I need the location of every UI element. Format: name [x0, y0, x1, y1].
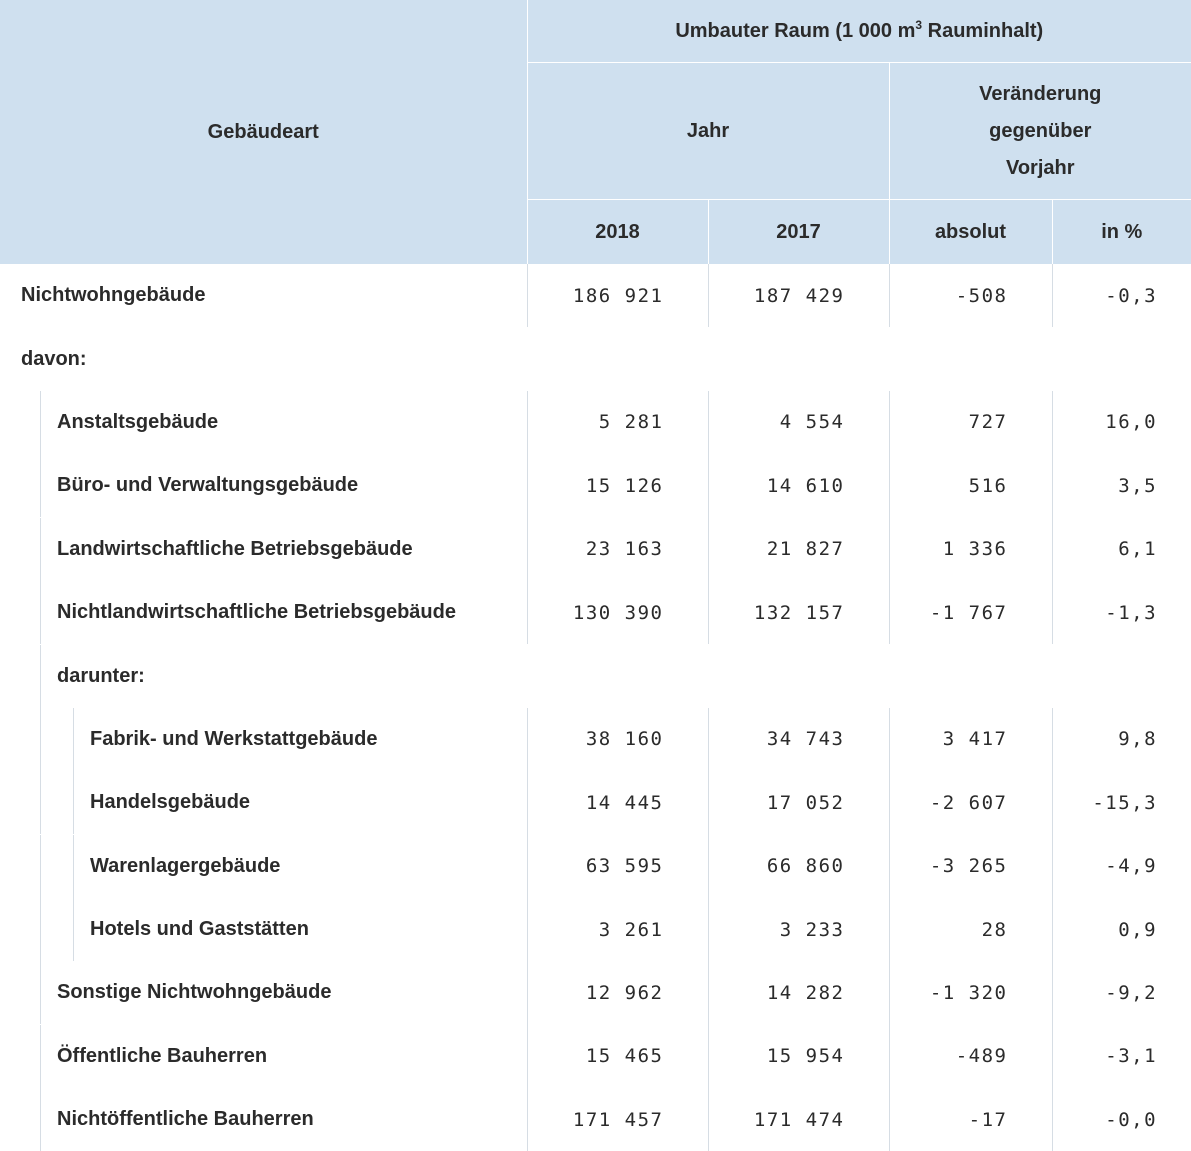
cell-absolut: -508 — [889, 264, 1052, 327]
row-label-cell — [0, 1025, 527, 1088]
empty-cells — [527, 644, 1191, 707]
header-2018: 2018 — [527, 200, 708, 265]
cell-percent: 3,5 — [1052, 454, 1191, 517]
cell-2017: 3 233 — [708, 898, 889, 961]
cell-2017: 14 610 — [708, 454, 889, 517]
row-label: davon: — [21, 347, 87, 370]
row-label: Sonstige Nichtwohngebäude — [57, 981, 332, 1004]
cell-absolut: 727 — [889, 391, 1052, 454]
header-umbauter-raum: Umbauter Raum (1 000 $m^3$ Rauminhalt) — [527, 0, 1191, 63]
cell-absolut: 3 417 — [889, 708, 1052, 771]
empty-cells — [527, 327, 1191, 390]
indent-level-1 — [40, 708, 527, 771]
table-row — [0, 708, 1191, 771]
table-body — [0, 264, 1191, 1151]
table-row — [0, 835, 1191, 898]
cell-absolut: -1 767 — [889, 581, 1052, 644]
cell-2018: 130 390 — [527, 581, 708, 644]
indent-level-1 — [40, 454, 527, 517]
row-label: Anstaltsgebäude — [57, 410, 219, 433]
cell-2017: 17 052 — [708, 771, 889, 834]
indent-level-1 — [40, 518, 527, 581]
row-label-cell — [0, 708, 527, 771]
row-label: Öffentliche Bauherren — [57, 1044, 268, 1067]
cell-2017: 171 474 — [708, 1088, 889, 1151]
indent-level-1 — [40, 898, 527, 961]
indent-level-1 — [40, 1088, 527, 1151]
cell-absolut: -3 265 — [889, 835, 1052, 898]
row-label-cell — [0, 1088, 527, 1151]
cell-2018: 63 595 — [527, 835, 708, 898]
header-absolut: absolut — [889, 200, 1052, 265]
cell-2017: 4 554 — [708, 391, 889, 454]
indent-level-1 — [40, 771, 527, 834]
row-label-cell — [0, 581, 527, 644]
row-label: Landwirtschaftliche Betriebsgebäude — [57, 537, 413, 560]
header-gebaeudeart: Gebäudeart — [0, 0, 527, 264]
row-label: Hotels und Gaststätten — [90, 918, 309, 941]
row-label-cell — [0, 835, 527, 898]
cell-absolut: -489 — [889, 1025, 1052, 1088]
cell-2018: 5 281 — [527, 391, 708, 454]
indent-level-1 — [40, 835, 527, 898]
indent-level-1 — [40, 961, 527, 1024]
cell-percent: -4,9 — [1052, 835, 1191, 898]
header-2017: 2017 — [708, 200, 889, 265]
header-jahr: Jahr — [527, 63, 889, 200]
superscript-3: 3 — [915, 17, 923, 32]
table-row — [0, 327, 1191, 390]
table-header — [0, 0, 1191, 264]
row-label: Nichtwohngebäude — [21, 284, 206, 307]
cell-2018: 3 261 — [527, 898, 708, 961]
indent-level-1 — [40, 645, 527, 708]
table-row — [0, 898, 1191, 961]
row-label-cell — [0, 644, 527, 707]
indent-level-2 — [73, 771, 250, 834]
cell-absolut: -1 320 — [889, 961, 1052, 1024]
row-label: darunter: — [57, 664, 145, 687]
cell-2018: 38 160 — [527, 708, 708, 771]
row-label-cell — [0, 518, 527, 581]
cell-percent: -0,3 — [1052, 264, 1191, 327]
cell-2017: 21 827 — [708, 518, 889, 581]
cell-absolut: -2 607 — [889, 771, 1052, 834]
table-row — [0, 264, 1191, 327]
table-row — [0, 1025, 1191, 1088]
indent-level-1 — [40, 581, 527, 644]
row-label-cell — [0, 771, 527, 834]
cell-absolut: 516 — [889, 454, 1052, 517]
cell-2017: 34 743 — [708, 708, 889, 771]
row-label: Nichtlandwirtschaftliche Betriebsgebäude — [57, 601, 456, 624]
indent-level-2 — [73, 835, 280, 898]
cell-percent: 6,1 — [1052, 518, 1191, 581]
cell-absolut: 1 336 — [889, 518, 1052, 581]
cell-absolut: 28 — [889, 898, 1052, 961]
table-row — [0, 518, 1191, 581]
row-label: Handelsgebäude — [90, 791, 251, 814]
cell-percent: -0,0 — [1052, 1088, 1191, 1151]
row-label-cell — [0, 961, 527, 1024]
cell-2018: 23 163 — [527, 518, 708, 581]
cell-2018: 186 921 — [527, 264, 708, 327]
table-row — [0, 644, 1191, 707]
table-row — [0, 454, 1191, 517]
cell-percent: 9,8 — [1052, 708, 1191, 771]
cell-percent: -15,3 — [1052, 771, 1191, 834]
cell-percent: -1,3 — [1052, 581, 1191, 644]
cell-2017: 66 860 — [708, 835, 889, 898]
table-row — [0, 581, 1191, 644]
cell-percent: -3,1 — [1052, 1025, 1191, 1088]
row-label: Nichtöffentliche Bauherren — [57, 1108, 314, 1131]
table-row — [0, 391, 1191, 454]
cell-2017: 132 157 — [708, 581, 889, 644]
row-label-cell — [0, 898, 527, 961]
cell-2018: 12 962 — [527, 961, 708, 1024]
cell-2017: 187 429 — [708, 264, 889, 327]
cell-percent: 0,9 — [1052, 898, 1191, 961]
cell-2018: 171 457 — [527, 1088, 708, 1151]
cell-percent: 16,0 — [1052, 391, 1191, 454]
row-label: Fabrik- und Werkstattgebäude — [90, 727, 378, 750]
table-row — [0, 1088, 1191, 1151]
cell-2017: 14 282 — [708, 961, 889, 1024]
indent-level-2 — [73, 708, 377, 771]
row-label-cell — [0, 454, 527, 517]
table-row — [0, 961, 1191, 1024]
cell-2018: 15 126 — [527, 454, 708, 517]
indent-level-1 — [40, 1025, 527, 1088]
row-label: Büro- und Verwaltungsgebäude — [57, 474, 359, 497]
cell-2017: 15 954 — [708, 1025, 889, 1088]
cell-percent: -9,2 — [1052, 961, 1191, 1024]
indent-level-1 — [40, 391, 527, 454]
indent-level-2 — [73, 898, 309, 961]
row-label: Warenlagergebäude — [90, 854, 281, 877]
cell-2018: 14 445 — [527, 771, 708, 834]
table-row — [0, 771, 1191, 834]
row-label-cell — [0, 391, 527, 454]
cell-absolut: -17 — [889, 1088, 1052, 1151]
cell-2018: 15 465 — [527, 1025, 708, 1088]
header-veraenderung: Veränderung gegenüber Vorjahr — [889, 63, 1191, 200]
header-in-percent: in % — [1052, 200, 1191, 265]
